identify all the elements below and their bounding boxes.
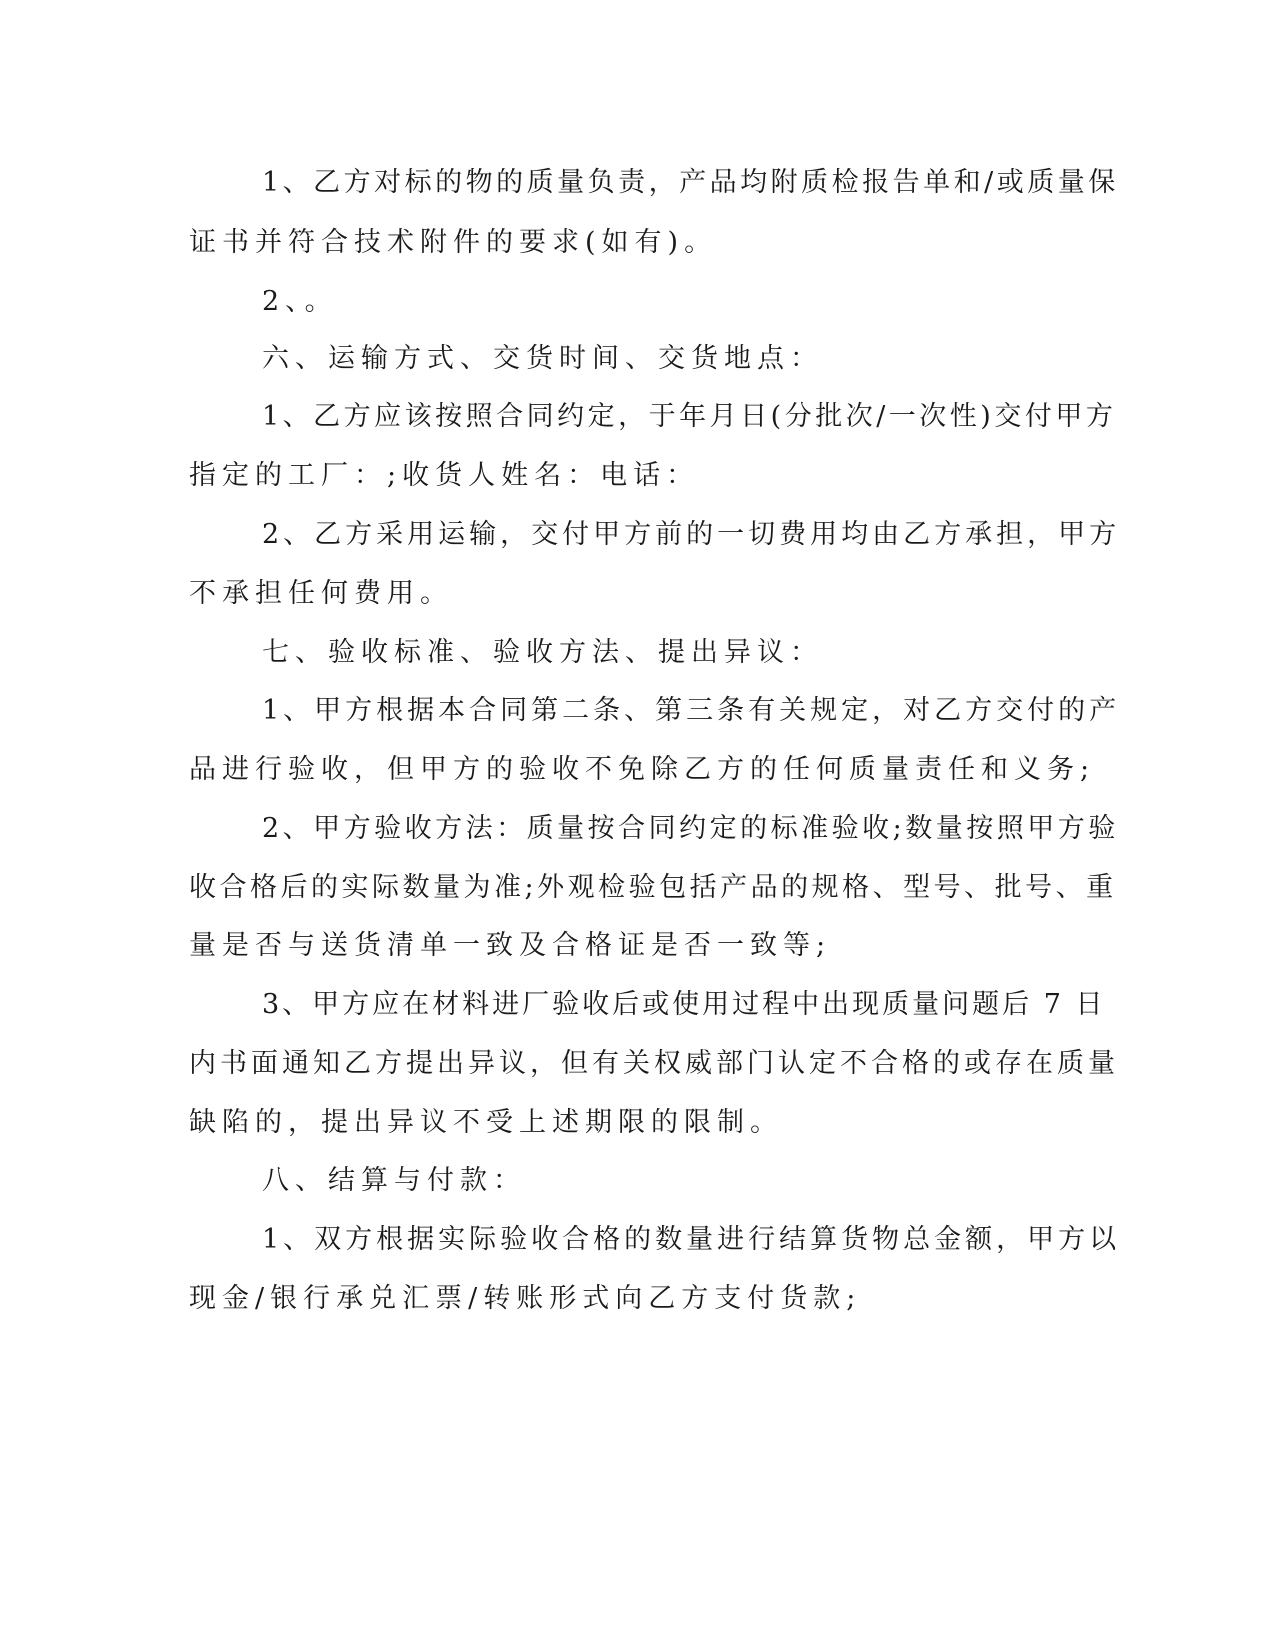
paragraph-line: 3、甲方应在材料进厂验收后或使用过程中出现质量问题后 7 日: [262, 989, 1106, 1020]
section-heading: 六、运输方式、交货时间、交货地点：: [262, 343, 823, 374]
paragraph-line: 内书面通知乙方提出异议，但有关权威部门认定不合格的或存在质量: [189, 1048, 1119, 1079]
paragraph-line: 1、双方根据实际验收合格的数量进行结算货物总金额，甲方以: [262, 1224, 1121, 1255]
paragraph-line: 不承担任何费用。: [189, 578, 453, 609]
section-heading: 八、结算与付款：: [262, 1165, 526, 1196]
paragraph-line: 1、乙方应该按照合同约定，于年月日(分批次/一次性)交付甲方: [262, 401, 1117, 432]
paragraph-line: 量是否与送货清单一致及合格证是否一致等;: [189, 930, 832, 961]
paragraph-line: 1、乙方对标的物的质量负责，产品均附质检报告单和/或质量保: [262, 167, 1119, 198]
paragraph-line: 2、。: [262, 286, 338, 317]
section-heading: 七、验收标准、验收方法、提出异议：: [262, 637, 823, 668]
paragraph-line: 证书并符合技术附件的要求(如有)。: [189, 227, 718, 258]
paragraph-line: 缺陷的，提出异议不受上述期限的限制。: [189, 1107, 783, 1138]
paragraph-line: 收合格后的实际数量为准;外观检验包括产品的规格、型号、批号、重: [189, 872, 1117, 903]
paragraph-line: 指定的工厂：;收货人姓名：电话：: [189, 460, 700, 491]
paragraph-line: 现金/银行承兑汇票/转账形式向乙方支付货款;: [189, 1283, 862, 1314]
paragraph-line: 品进行验收，但甲方的验收不免除乙方的任何质量责任和义务;: [189, 754, 1096, 785]
paragraph-line: 2、甲方验收方法：质量按合同约定的标准验收;数量按照甲方验: [262, 813, 1119, 844]
paragraph-line: 1、甲方根据本合同第二条、第三条有关规定，对乙方交付的产: [262, 695, 1121, 726]
paragraph-line: 2、乙方采用运输，交付甲方前的一切费用均由乙方承担，甲方: [262, 519, 1121, 550]
